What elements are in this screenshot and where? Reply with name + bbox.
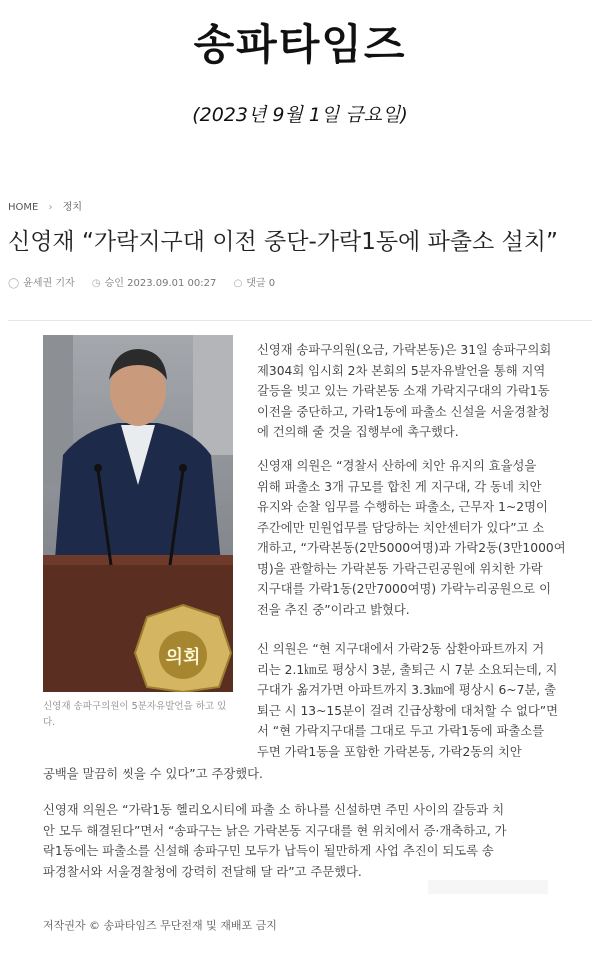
comments-meta[interactable]: [234, 278, 276, 289]
article-paragraph: [43, 800, 507, 882]
paragraph-line: 전을 추진 중”이라고 밝혔다.: [257, 602, 410, 617]
breadcrumb-section-link[interactable]: 정치: [62, 202, 83, 213]
paragraph-line: 유지와 순찰 임무를 수행하는 파출소, 근무자 1~2명이: [257, 500, 548, 514]
paragraph-line: 파경찰서와 서울경찰청에 강력히 전달해 달 라”고 주문했다.: [43, 864, 362, 879]
paragraph-line: 신영재 송파구의원(오금, 가락본동)은 31일 송파구의회: [257, 343, 552, 357]
paragraph-line: 갈등을 빚고 있는 가락본동 소재 가락지구대의 가락1동: [257, 384, 550, 398]
councilor-photo-illustration: [43, 335, 233, 692]
paragraph-line: 신 의원은 “현 지구대에서 가락2동 삼환아파트까지 거: [257, 642, 545, 656]
paragraph-line: 신영재 의원은 “경찰서 산하에 치안 유지의 효율성을: [257, 459, 537, 473]
paragraph-line: 리는 2.1㎞로 평상시 3분, 출퇴근 시 7분 소요되는데, 지: [257, 662, 558, 677]
paragraph-line: 이전을 중단하고, 가락1동에 파출소 신설을 서울경찰청: [257, 404, 550, 419]
article-headline: 신영재 “가락지구대 이전 중단-가락1동에 파출소 설치”: [8, 229, 558, 255]
author-name: 윤세권 기자: [23, 278, 75, 289]
article-paragraph: [257, 639, 558, 762]
paragraph-line: 퇴근 시 13~15분이 걸려 긴급상황에 대처할 수 없다”면: [257, 703, 559, 718]
photo-caption-line: 신영재 송파구의원이 5분자유발언을 하고 있: [43, 701, 227, 712]
comment-count[interactable]: 댓글 0: [246, 278, 276, 289]
photo-caption-line: 다.: [43, 717, 56, 728]
approved-time: 승인 2023.09.01 00:27: [104, 278, 217, 289]
masthead-title: 송파타임즈: [193, 20, 407, 69]
person-icon: ◯: [8, 278, 20, 289]
paragraph-line: 명)을 관할하는 가락본동 가락근린공원에 위치한 가락: [257, 561, 543, 576]
paragraph-line: 신영재 의원은 “가락1동 헬리오시티에 파출 소 하나를 신설하면 주민 사이의 갈등과 치: [43, 803, 505, 817]
paragraph-line: 서 “현 가락지구대를 그대로 두고 가락1동에 파출소를: [257, 724, 545, 738]
masthead-date: (2023년 9월 1일 금요일): [192, 104, 408, 126]
breadcrumb: [8, 198, 82, 213]
paragraph-line: 안 모두 해결된다”면서 “송파구는 낡은 가락본동 지구대를 현 위치에서 증·개축하고, 가: [43, 823, 507, 838]
author-meta: [8, 278, 78, 289]
article-meta: [8, 274, 289, 289]
paragraph-line: 지구대를 가락1동(2만7000여명) 가락누리공원으로 이: [257, 582, 551, 596]
article-paragraph: [257, 340, 551, 443]
scan-artifact: [428, 880, 548, 894]
chevron-right-icon: ›: [48, 202, 53, 213]
article-photo: [43, 335, 233, 692]
paragraph-line: 위해 파출소 3개 규모를 합친 게 지구대, 각 동네 치안: [257, 479, 542, 494]
clock-icon: ◷: [91, 278, 101, 289]
paragraph-line: 락1동에는 파출소를 신설해 송파구민 모두가 납득이 될만하게 사업 추진이 되도록 송: [43, 844, 494, 858]
paragraph-line: 에 건의해 줄 것을 집행부에 촉구했다.: [257, 425, 459, 439]
paragraph-line: 두면 가락1동을 포함한 가락본동, 가락2동의 치안: [257, 744, 522, 759]
paragraph-line: 제304회 임시회 2차 본회의 5분자유발언을 통해 지역: [257, 363, 546, 378]
paragraph-line: 공백을 말끔히 씻을 수 있다”고 주장했다.: [43, 767, 263, 781]
paragraph-line: 개하고, “가락본동(2만5000여명)과 가락2동(3만1000여: [257, 541, 566, 555]
comment-icon: ○: [233, 278, 243, 289]
seal-text: 의회: [165, 647, 201, 668]
copyright-notice: 저작권자 © 송파타임즈 무단전재 및 재배포 금지: [43, 919, 277, 932]
meta-divider: [8, 320, 592, 321]
approved-meta: [92, 278, 220, 289]
paragraph-line: 주간에만 민원업무를 담당하는 치안센터가 있다”고 소: [257, 520, 545, 535]
photo-caption: [43, 699, 243, 731]
breadcrumb-home-link[interactable]: HOME: [8, 202, 39, 213]
article-paragraph: [257, 456, 566, 620]
article-paragraph: [43, 764, 263, 785]
paragraph-line: 구대가 옮겨가면 아파트까지 3.3㎞에 평상시 6~7분, 출: [257, 683, 556, 697]
